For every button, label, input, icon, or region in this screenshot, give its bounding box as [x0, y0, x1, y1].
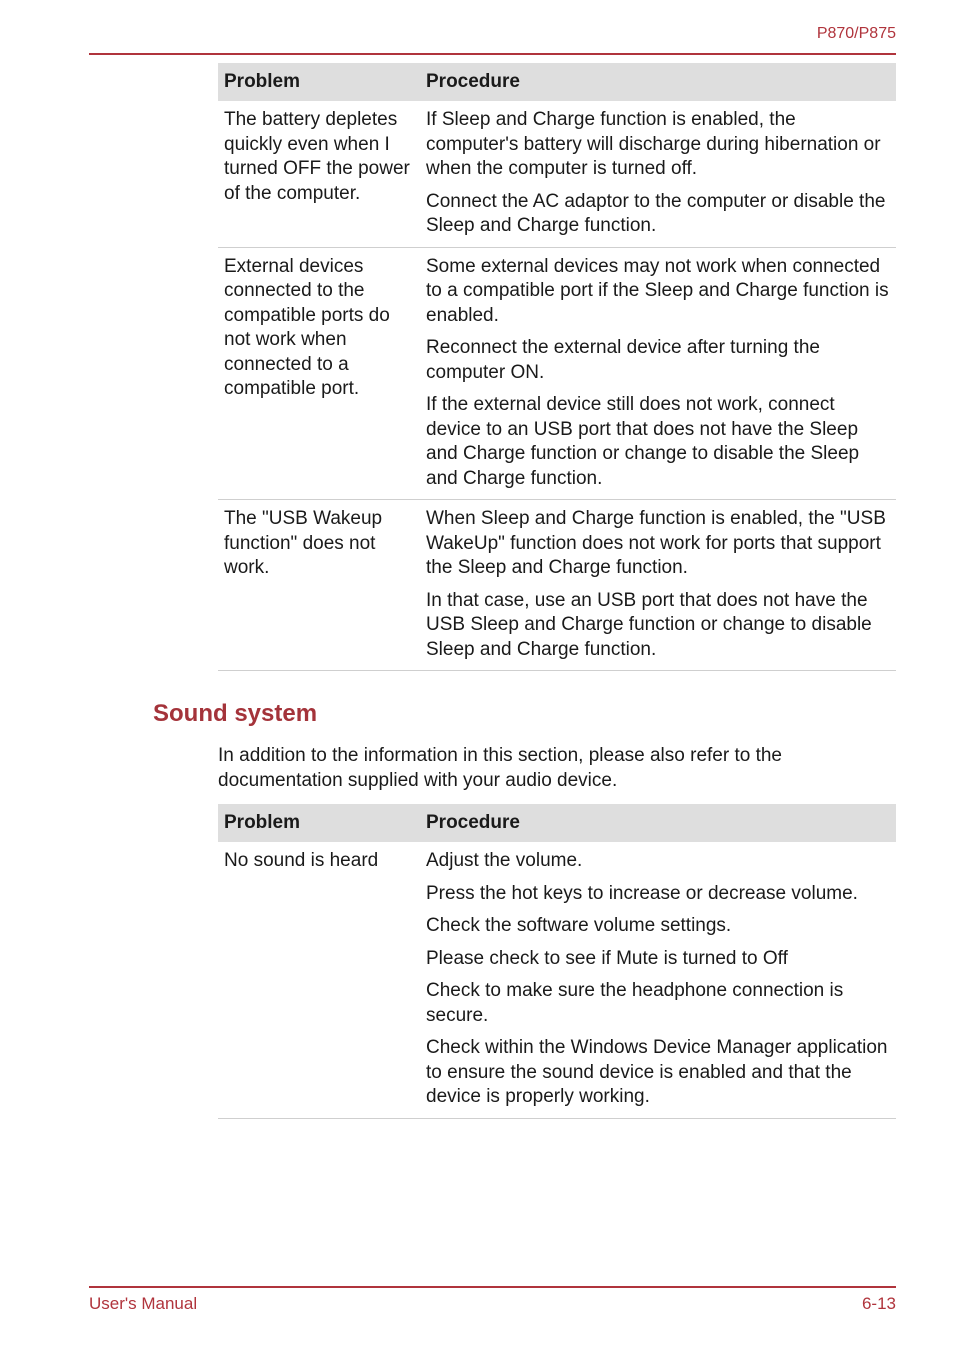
procedure-step: If Sleep and Charge function is enabled, the computer's battery will discharge during hibernation or when the computer is turned off. [426, 109, 881, 179]
troubleshooting-table-usb [218, 63, 896, 671]
column-header-procedure: Procedure [426, 812, 520, 833]
problem-cell: The battery depletes quickly even when I turned OFF the power of the computer. [224, 109, 410, 204]
table-row [218, 101, 896, 248]
table-header-row [218, 63, 896, 101]
procedure-cell [422, 108, 896, 239]
procedure-step: Adjust the volume. [426, 850, 583, 871]
procedure-step: Check the software volume settings. [426, 915, 732, 936]
troubleshooting-table-sound [218, 804, 896, 1119]
table-header-row [218, 804, 896, 842]
procedure-step: When Sleep and Charge function is enabled, the "USB WakeUp" function does not work for ports that support the Sleep and Charge function. [426, 508, 886, 578]
problem-cell: External devices connected to the compatible ports do not work when connected to a compatible port. [224, 255, 390, 399]
procedure-step: If the external device still does not work, connect device to an USB port that does not have the Sleep and Charge function or change to disable the Sleep and Charge function. [426, 394, 860, 489]
footer-manual-title: User's Manual [89, 1294, 198, 1313]
procedure-cell [422, 849, 896, 1110]
section-title: Sound system [153, 700, 318, 727]
procedure-step: Check to make sure the headphone connection is secure. [426, 980, 844, 1026]
column-header-procedure: Procedure [426, 71, 520, 92]
header-rule [89, 53, 896, 55]
table-row [218, 248, 896, 501]
table-row [218, 500, 896, 671]
procedure-step: Reconnect the external device after turning the computer ON. [426, 337, 820, 383]
problem-cell: No sound is heard [224, 850, 379, 871]
procedure-step: Please check to see if Mute is turned to Off [426, 947, 788, 969]
section-intro: In addition to the information in this section, please also refer to the documentation supplied with your audio device. [218, 745, 782, 791]
footer-rule [89, 1286, 896, 1288]
column-header-problem: Problem [224, 71, 301, 92]
table-row [218, 842, 896, 1119]
procedure-step: Some external devices may not work when connected to a compatible port if the Sleep and Charge function is enabled. [426, 255, 889, 326]
procedure-step: Check within the Windows Device Manager application to ensure the sound device is enabled and that the device is properly working. [426, 1037, 888, 1107]
procedure-cell [422, 255, 896, 492]
procedure-step: In that case, use an USB port that does not have the USB Sleep and Charge function or change to disable Sleep and Charge function. [426, 589, 872, 660]
footer-page-number: 6-13 [861, 1294, 896, 1313]
procedure-step: Connect the AC adaptor to the computer or disable the Sleep and Charge function. [426, 190, 886, 236]
procedure-step: Press the hot keys to increase or decrease volume. [426, 882, 858, 904]
column-header-problem: Problem [224, 812, 301, 833]
header-model-number: P870/P875 [816, 25, 896, 42]
procedure-cell [422, 507, 896, 662]
problem-cell: The "USB Wakeup function" does not work. [224, 508, 383, 578]
